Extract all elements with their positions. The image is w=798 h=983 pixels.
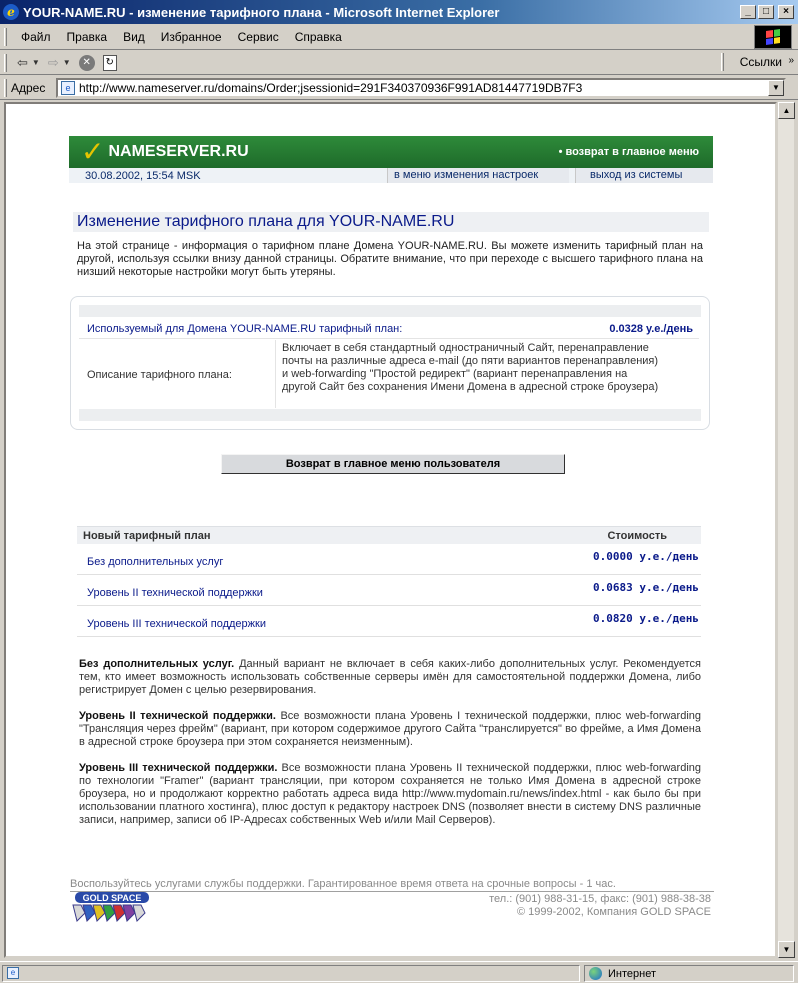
address-input[interactable] xyxy=(56,78,786,98)
intro-text: На этой странице - информация о тарифном плане Домена YOUR-NAME.RU. Вы можете изменить тарифный план на другой, используя ссылки внизу данной страницы. Обратите внимание, что при переходе с высшего тарифного плана на низший некоторые настройки могут быть утеряны. xyxy=(77,240,703,278)
table-row[interactable] xyxy=(77,606,701,637)
address-url[interactable]: http://www.nameserver.ru/domains/Order;jsessionid=291F340370936F991AD81447719DB7F3 xyxy=(79,81,583,95)
note-text: Все возможности плана Уровень II технической поддержки, плюс web-forwarding по технологии "Framer" (вариант трансляции, при котором сохраняется не только Имя Домена в адресной строке броузера, но и продолжают корректно работать адреса вида http://www.mydomain.ru/news/index.html - как было бы при использовании платного хостинга), плюс доступ к редактору настроек DNS (позволяет внести в систему DNS различные записи, например, записи об IP-Адресах собственных Web и/или Mail Серверов). xyxy=(79,762,702,826)
page-content xyxy=(4,102,777,958)
plan-option-price: 0.0683 у.е./день xyxy=(593,581,699,594)
menu-favorites[interactable]: Избранное xyxy=(160,29,222,44)
toolbar xyxy=(0,51,798,75)
close-button[interactable]: × xyxy=(778,5,794,19)
note-paragraph xyxy=(79,710,701,749)
zone-pane xyxy=(584,965,794,982)
links-label[interactable]: Ссылки xyxy=(739,55,782,69)
menu-bar xyxy=(0,24,798,50)
plan-option-link[interactable]: Уровень II технической поддержки xyxy=(87,587,263,599)
site-header xyxy=(69,136,713,168)
address-bar xyxy=(0,76,798,100)
note-paragraph xyxy=(79,762,701,827)
maximize-button[interactable]: □ xyxy=(758,5,774,19)
forward-dropdown-icon[interactable]: ▼ xyxy=(62,58,71,67)
window-title: YOUR-NAME.RU - изменение тарифного плана - Microsoft Internet Explorer xyxy=(23,4,500,20)
vertical-scrollbar[interactable] xyxy=(777,102,794,958)
plan-option-link[interactable]: Уровень III технической поддержки xyxy=(87,618,266,630)
toolbar-grip[interactable] xyxy=(4,54,7,72)
column-price-header: Стоимость xyxy=(607,530,667,542)
note-title: Без дополнительных услуг. xyxy=(79,658,235,670)
contact-info xyxy=(489,893,711,919)
page-title: Изменение тарифного плана для YOUR-NAME.RU xyxy=(73,212,709,232)
refresh-icon[interactable]: ↻ xyxy=(103,55,117,71)
phone-fax: тел.: (901) 988-31-15, факс: (901) 988-38-38 xyxy=(489,893,711,905)
copyright: © 1999-2002, Компания GOLD SPACE xyxy=(517,906,711,918)
current-date: 30.08.2002, 15:54 MSK xyxy=(85,169,201,182)
plan-vertical-divider xyxy=(275,340,276,408)
note-title: Уровень II технической поддержки. xyxy=(79,710,276,722)
settings-menu-link[interactable]: в меню изменения настроек xyxy=(387,168,569,183)
svg-text:GOLD SPACE: GOLD SPACE xyxy=(82,893,142,903)
back-dropdown-icon[interactable]: ▼ xyxy=(31,58,40,67)
window-controls xyxy=(740,5,794,19)
main-menu-link[interactable]: • возврат в главное меню xyxy=(558,146,699,158)
forward-arrow-icon[interactable]: ⇨ xyxy=(47,54,59,70)
scroll-up-icon[interactable]: ▲ xyxy=(778,102,795,119)
status-bar xyxy=(0,961,798,983)
minimize-button[interactable]: _ xyxy=(740,5,756,19)
note-title: Уровень III технической поддержки. xyxy=(79,762,278,774)
back-to-main-menu-button[interactable]: Возврат в главное меню пользователя xyxy=(221,454,565,474)
chevron-down-icon[interactable]: ▼ xyxy=(768,80,784,96)
address-label: Адрес xyxy=(11,80,46,95)
globe-icon xyxy=(589,967,602,980)
table-row[interactable] xyxy=(77,575,701,606)
current-plan-price: 0.0328 у.е./день xyxy=(609,323,693,335)
menu-grip[interactable] xyxy=(4,28,7,46)
table-row[interactable] xyxy=(77,544,701,575)
column-plan-header: Новый тарифный план xyxy=(83,530,211,542)
plan-notes xyxy=(79,658,701,840)
zone-label: Интернет xyxy=(608,967,656,980)
checkmark-logo-icon: ✓ xyxy=(81,135,105,168)
back-arrow-icon[interactable]: ⇦ xyxy=(17,54,28,70)
note-text: Все возможности плана Уровень I технической поддержки, плюс web-forwarding "Трансляция через фрейм" (вариант, при котором содержимое другого Сайта "транслируется" во фрейме, а Имя Домена в адресной строке броузера при этом сохраняется неизменным). xyxy=(79,710,702,748)
plan-description-label: Описание тарифного плана: xyxy=(87,369,232,381)
gold-space-logo[interactable] xyxy=(71,891,153,923)
ie-icon: e xyxy=(3,4,19,20)
menu-view[interactable]: Вид xyxy=(123,29,145,44)
new-plan-table xyxy=(77,526,701,637)
note-text: Данный вариант не включает в себя каких-либо дополнительных услуг. Рекомендуется тем, кто имеет возможность использовать собственные серверы имён для самостоятельной поддержки Домена, либо регистрирует Домен с целью резервирования. xyxy=(79,658,702,696)
page-icon: e xyxy=(61,81,75,95)
plan-description: Включает в себя стандартный одностраничный Сайт, перенаправление почты на различные адреса e-mail (до пяти вариантов перенаправления) и web-forwarding "Простой редирект" (вариант перенаправления на другой Сайт без сохранения Имени Домена в адресной строке броузера) xyxy=(282,342,659,393)
plan-option-link[interactable]: Без дополнительных услуг xyxy=(87,556,224,568)
menu-help[interactable]: Справка xyxy=(294,29,342,44)
table-header xyxy=(77,526,701,544)
plan-divider xyxy=(79,338,699,339)
plan-option-price: 0.0820 у.е./день xyxy=(593,612,699,625)
note-paragraph xyxy=(79,658,701,697)
support-link[interactable]: Воспользуйтесь услугами службы поддержки. Гарантированное время ответа на срочные вопросы - 1 час. xyxy=(70,878,714,892)
site-logo[interactable]: NAMESERVER.RU xyxy=(108,143,249,160)
logout-link[interactable]: выход из системы xyxy=(575,168,713,183)
menu-tools[interactable]: Сервис xyxy=(237,29,279,44)
window-titlebar[interactable] xyxy=(0,0,798,24)
menu-edit[interactable]: Правка xyxy=(66,29,108,44)
status-pane xyxy=(2,965,580,982)
scroll-down-icon[interactable]: ▼ xyxy=(778,941,795,958)
windows-logo-icon xyxy=(754,25,792,49)
stop-icon[interactable]: ✕ xyxy=(79,55,95,71)
page-status-icon: e xyxy=(7,967,19,979)
chevron-right-icon[interactable]: » xyxy=(788,55,794,66)
plan-option-price: 0.0000 у.е./день xyxy=(593,550,699,563)
links-separator xyxy=(721,53,724,71)
address-grip[interactable] xyxy=(4,79,7,97)
current-plan-label: Используемый для Домена YOUR-NAME.RU тарифный план: xyxy=(87,323,403,335)
menu-file[interactable]: Файл xyxy=(21,29,51,44)
subheader xyxy=(69,168,713,183)
